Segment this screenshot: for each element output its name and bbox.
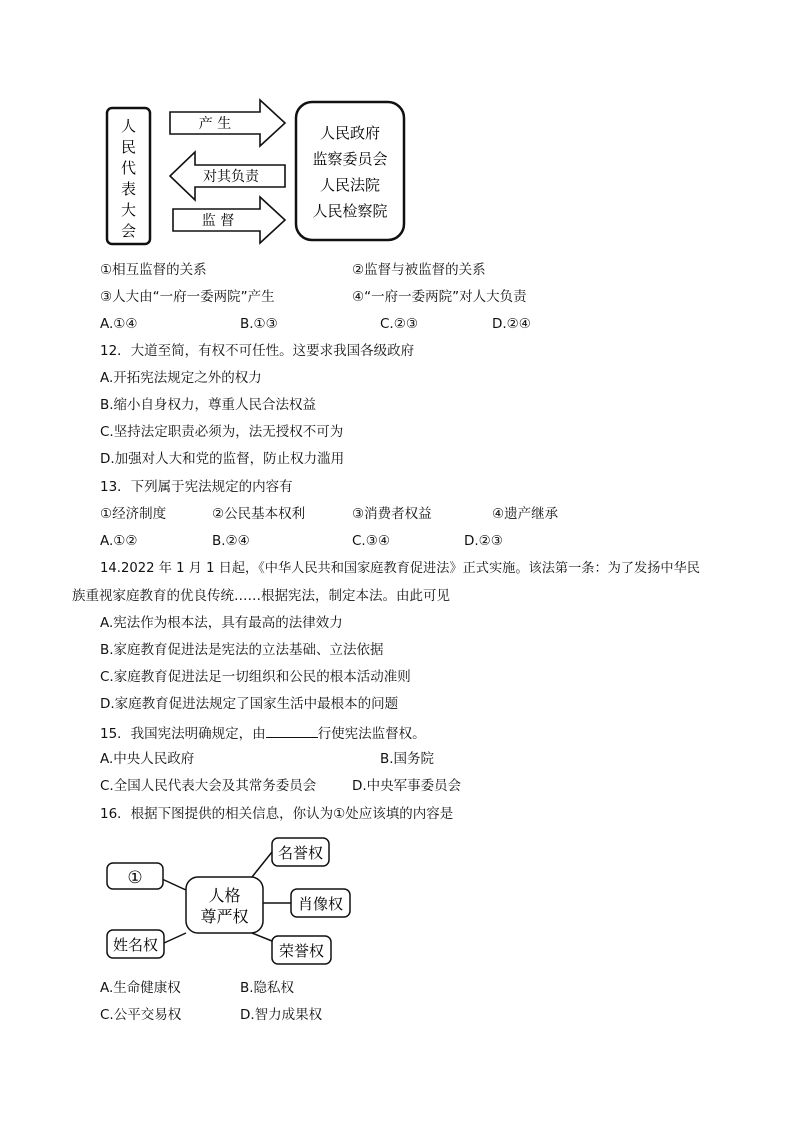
q13-option-a: A.①② — [100, 533, 138, 549]
q15-stem-after: 行使宪法监督权。 — [317, 726, 426, 742]
center-node-label: 人格 — [208, 886, 241, 905]
connector-line — [164, 933, 186, 943]
connector-line — [252, 933, 272, 941]
personal-dignity-diagram — [100, 835, 365, 970]
q13-statement: ④遗产继承 — [492, 506, 559, 522]
q15-option-a: A.中央人民政府 — [100, 751, 195, 767]
responsible-arrow-label: 对其负责 — [203, 169, 259, 185]
q15-option-c: C.全国人民代表大会及其常务委员会 — [100, 778, 317, 794]
q12-option-b: B.缩小自身权力，尊重人民合法权益 — [100, 397, 317, 413]
q11-option-d: D.②④ — [492, 316, 531, 332]
q11-statement: ①相互监督的关系 — [100, 262, 207, 278]
q11-statement: ②监督与被监督的关系 — [352, 262, 486, 278]
q14-stem-line2: 族重视家庭教育的优良传统……根据宪法，制定本法。由此可见 — [72, 588, 450, 604]
q12-option-d: D.加强对人大和党的监督，防止权力滥用 — [100, 451, 345, 467]
q16-option-a: A.生命健康权 — [100, 980, 181, 996]
q13-statement: ③消费者权益 — [352, 506, 432, 522]
q11-option-a: A.①④ — [100, 316, 138, 332]
q14-stem-line1: 14.2022 年 1 月 1 日起，《中华人民共和国家庭教育促进法》正式实施。该法第一条：为了发扬中华民 — [100, 561, 700, 576]
name-right-label: 姓名权 — [112, 936, 159, 954]
left-box-char: 民 — [120, 138, 137, 156]
connector-line — [162, 879, 186, 890]
center-node-label: 尊严权 — [200, 907, 249, 926]
q16-option-b: B.隐私权 — [240, 980, 295, 996]
q12-option-a: A.开拓宪法规定之外的权力 — [100, 370, 262, 386]
produce-arrow-label: 产 生 — [198, 116, 232, 132]
q16-option-c: C.公平交易权 — [100, 1007, 182, 1023]
q11-statement: ③人大由“一府一委两院”产生 — [100, 289, 275, 305]
honor-label: 荣誉权 — [278, 942, 325, 960]
q13-option-c: C.③④ — [352, 533, 390, 549]
q15-answer-blank — [266, 723, 318, 738]
state-organ-label: 监察委员会 — [312, 150, 388, 168]
q12-stem: 12．大道至简，有权不可任性。这要求我国各级政府 — [100, 343, 415, 359]
q12-option-c: C.坚持法定职责必须为，法无授权不可为 — [100, 424, 344, 440]
left-box-char: 大 — [120, 201, 137, 219]
connector-line — [252, 852, 272, 877]
q15-option-d: D.中央军事委员会 — [352, 778, 462, 794]
q13-option-d: D.②③ — [464, 533, 503, 549]
q13-statement: ②公民基本权利 — [212, 506, 306, 522]
left-box-char: 人 — [120, 117, 137, 135]
state-organ-label: 人民政府 — [319, 124, 381, 142]
q13-stem: 13．下列属于宪法规定的内容有 — [100, 479, 293, 495]
q14-option-b: B.家庭教育促进法是宪法的立法基础、立法依据 — [100, 642, 384, 658]
reputation-label: 名誉权 — [277, 844, 324, 862]
q11-option-c: C.②③ — [380, 316, 418, 332]
q15-stem-before: 15．我国宪法明确规定，由 — [100, 726, 266, 742]
q13-statement: ①经济制度 — [100, 506, 167, 522]
state-organ-label: 人民检察院 — [312, 202, 388, 220]
portrait-label: 肖像权 — [297, 895, 344, 913]
q11-option-b: B.①③ — [240, 316, 278, 332]
congress-relationship-diagram — [100, 95, 410, 250]
q14-option-c: C.家庭教育促进法足一切组织和公民的根本活动准则 — [100, 669, 411, 685]
q13-option-b: B.②④ — [212, 533, 250, 549]
supervise-arrow-label: 监 督 — [201, 213, 235, 229]
left-box-char: 代 — [120, 159, 137, 177]
state-organ-label: 人民法院 — [319, 176, 381, 194]
q16-stem: 16．根据下图提供的相关信息，你认为①处应该填的内容是 — [100, 806, 454, 822]
q14-option-a: A.宪法作为根本法，具有最高的法律效力 — [100, 615, 343, 631]
left-box-char: 会 — [120, 222, 137, 240]
q14-option-d: D.家庭教育促进法规定了国家生活中最根本的问题 — [100, 696, 399, 712]
q15-stem — [100, 723, 426, 743]
q16-option-d: D.智力成果权 — [240, 1007, 323, 1023]
left-box-char: 表 — [120, 180, 137, 198]
q11-statement: ④“一府一委两院”对人大负责 — [352, 289, 527, 305]
unknown-node-label: ① — [127, 868, 143, 888]
q15-option-b: B.国务院 — [380, 751, 435, 767]
